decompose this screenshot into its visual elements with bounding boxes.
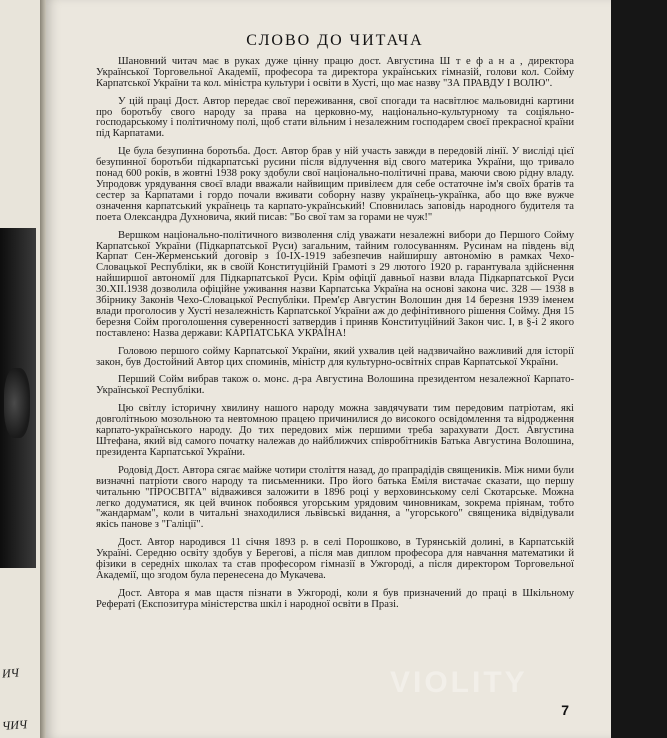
paragraph-2: У цій праці Дост. Автор передає свої переживання, свої спогади та насвітлює мальовидні картини про боротьбу свого народу за права на церковно-му, національно-культурному та соціяльно-господарському і політичному полі, щоб стати вільним і незалежним господарем своєї прекрасної країни під Карпатами. <box>96 95 574 140</box>
paragraph-6: Перший Сойм вибрав також о. монс. д-ра Августина Волошина президентом незалежної Карпато-Української Республіки. <box>96 374 574 397</box>
paragraph-3: Це була безупинна боротьба. Дост. Автор брав у ній участь завжди в передовій лінії. У висліді цієї безупинної боротьби підкарпатські русини після відлучення від свого материка України, що тривало понад 600 років, в жовтні 1938 року здобули свої національно-політичні права, маючи свою рідну владу. Упродовж урядування своєї влади вважали найвищим привілеєм для себе остаточне ім'я своїх братів та сестер за Карпатами і гордо почали вживати соборну назву українець-українка, або що вже вужче означення карпатський українець та карпато-український! Сповнилась заповідь народного будителя та поета Олександра Духновича, який писав: "Бо свої там за горами не чуж!" <box>96 146 574 223</box>
page-number: 7 <box>561 702 569 718</box>
left-page-caption-bottom: ЧИЧ <box>1 717 28 733</box>
left-page-caption-top: ИЧ <box>1 665 20 681</box>
book-page <box>46 0 611 738</box>
paragraph-4: Вершком національно-політичного визволення слід уважати незалежні вибори до Першого Сойму Карпатської України (Підкарпатської Руси) загальним, тайним голосуванням. Русинам на південь від Карпат Сен-Жерменський договір з 10-IX-1919 забезпечив найширшу автономію в рамках Чехо-Словацької Республіки, як в своїй Конституційній Грамоті з 29 лютого 1920 р. гарантувала здійснення найширшої автономії для Підкарпатської Руси. Крім офіції давньої назви влада Підкарпатської Руси 30.XII.1938 дозволила офіційне уживання назви Карпатська Україна на основі закона чис. 328 — 1938 в Збірнику Законів Чехо-Словацької Республіки. Прем'єр Августин Волошин дня 14 березня 1939 іменем влади проголосив у Хусті незалежність Карпатської України аж до дефінітивного рішення Сойму. Дня 15 березня Сойм проголошення суверенності затвердив і приняв Конституційний Закон чис. I, в §-і 2 якого поставлено: Назва держави: КАРПАТСЬКА УКРАЇНА! <box>96 229 574 339</box>
page-content <box>96 32 574 618</box>
watermark: VIOLITY <box>390 666 528 699</box>
paragraph-1: Шановний читач має в руках дуже цінну працю дост. Августина Ш т е ф а н а , директора Української Торговельної Академії, професора та директора українських гімназій, голови кол. Сойму Карпатської України та кол. міністра культури і освіти в Хусті, що має назву "ЗА ПРАВДУ І ВОЛЮ". <box>96 55 574 89</box>
left-page <box>0 0 40 738</box>
paragraph-8: Родовід Дост. Автора сягає майже чотири століття назад, до прапрадідів священиків. Між ними були визначні патріоти свого народу та письменники. Про його батька Еміля вистачає сказати, що першу читальню "ПРОСВІТА" відважився заложити в 1896 році у верховинському селі Скотарське. Можна легко додуматися, як цей вчинок побоявся угорським урядовим чиновникам, зокрема пріянам, тобто "жандармам", коли в читальні знаходилися львівські видання, а "угорського" священика відвідували якісь панове з "Галіції". <box>96 464 574 531</box>
page-title: СЛОВО ДО ЧИТАЧА <box>246 32 424 49</box>
paragraph-7: Цю світлу історичну хвилину нашого народу можна завдячувати тим передовим патріотам, які довголітньою мозольною та невтомною працею причинилися до високого освідомлення та відродження карпато-українського народу. До тих передових між першими треба зарахувати Дост. Августина Штефана, який від самого початку належав до найближчих співробітників Батька Августина Волошина, президента Карпатської України. <box>96 403 574 458</box>
paragraph-10: Дост. Автора я мав щастя пізнати в Ужгороді, коли я був призначений до праці в Шкільному Рефераті (Експозитура міністерства шкіл і народної освіти в Празі. <box>96 587 574 610</box>
left-page-photo <box>0 228 36 568</box>
paragraph-9: Дост. Автор народився 11 січня 1893 р. в селі Порошково, в Турянській долині, в Карпатській Україні. Середню освіту здобув у Берегові, а після мав диплом професора для навчання математики й фізики в середніх школах та став професором гімназії в Ужгороді, а після директором Торговельної Академії, що згодом була перенесена до Мукачева. <box>96 537 574 581</box>
background-right <box>611 0 667 738</box>
paragraph-5: Головою першого сойму Карпатської України, який ухвалив цей надзвичайно важливий для історії закон, був Достойний Автор цих споминів, міністр для культурно-освітніх справ Карпатської України. <box>96 345 574 368</box>
